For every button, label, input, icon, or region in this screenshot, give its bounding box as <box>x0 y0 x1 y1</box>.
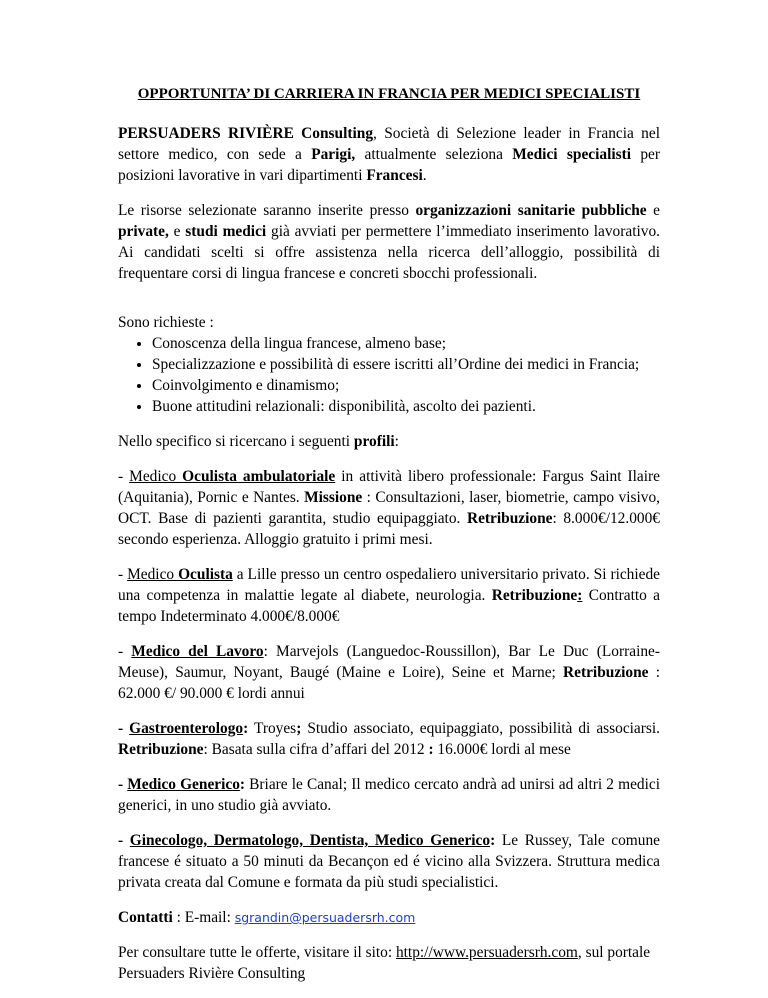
job-role: Oculista <box>178 566 233 583</box>
job-gastroenterologo <box>118 718 660 760</box>
job-role: Gastroenterologo <box>129 720 244 737</box>
job-role: Ginecologo, Dermatologo, Dentista, Medico Generico <box>129 832 491 849</box>
intro-paragraph <box>118 123 660 186</box>
bold-text: : <box>490 832 496 849</box>
requirements-heading: Sono richieste : <box>118 314 214 331</box>
paragraph-text: già avviati per permettere l’immediato inserimento lavorativo. Ai candidati scelti si offre assistenza nella ricerca dell’alloggio, possibilità di frequentare corsi di lingua francese e concreti sbocchi professionali. <box>118 223 661 282</box>
job-text: Studio associato, equipaggiato, possibilità di associarsi. <box>301 720 660 737</box>
bold-text: Missione <box>304 489 363 506</box>
bold-text: Retribuzione <box>466 510 553 527</box>
contact-label: Contatti <box>118 909 173 926</box>
bold-text: organizzazioni sanitarie pubbliche <box>415 202 647 219</box>
job-medico-generico <box>118 774 660 816</box>
organizations-paragraph <box>118 200 660 284</box>
job-role: Medico del Lavoro <box>131 643 264 660</box>
email-link[interactable]: sgrandin@persuadersrh.com <box>234 910 416 925</box>
contact-line <box>118 907 660 928</box>
website-link[interactable]: http://www.persuadersrh.com <box>395 944 578 961</box>
dash: - <box>118 832 130 849</box>
bold-text: : <box>243 720 249 737</box>
bold-text: Retribuzione <box>563 664 649 681</box>
job-text: a Lille presso un centro ospedaliero universitario privato. Si richiede una competenza in malattie legate al diabete, neurologia. <box>118 566 660 604</box>
paragraph-text: : <box>394 433 399 450</box>
job-text: : Marvejols (Languedoc-Roussillon), Bar Le Duc (Lorraine-Meuse), Saumur, Noyant, Baugé (Maine e Loire), Seine et Marne; <box>118 643 661 681</box>
intro-text: per posizioni lavorative in vari dipartimenti <box>118 146 661 184</box>
footer-paragraph <box>118 942 660 984</box>
bold-text: : <box>428 741 434 758</box>
job-le-russey <box>118 830 660 893</box>
paragraph-text: Nello specifico si ricercano i seguenti <box>118 433 354 450</box>
bold-text: studi medici <box>185 223 267 240</box>
requirements-list <box>118 333 660 417</box>
company-name: PERSUADERS RIVIÈRE Consulting <box>118 125 374 142</box>
job-text: Contratto a tempo Indeterminato 4.000€/8.000€ <box>118 587 660 625</box>
job-text: 16.000€ lordi al mese <box>433 741 571 758</box>
document-page <box>118 84 660 998</box>
job-text: Troyes <box>248 720 297 737</box>
list-item: • Buone attitudini relazionali: disponibilità, ascolto dei pazienti. <box>152 396 660 417</box>
job-text: : Consultazioni, laser, biometrie, campo visivo, OCT. Base di pazienti garantita, studio equipaggiato. <box>118 489 660 527</box>
dash: - <box>118 776 128 793</box>
footer-text: , sul portale Persuaders Rivière Consulting <box>118 944 651 982</box>
intro-country: Francesi <box>366 167 423 184</box>
job-medico-del-lavoro <box>118 641 660 704</box>
job-text: Briare le Canal; Il medico cercato andrà ad unirsi ad altri 2 medici generici, in uno studio già avviato. <box>118 776 660 814</box>
spacer <box>118 298 660 312</box>
job-text: : 62.000 €/ 90.000 € lordi annui <box>118 664 661 702</box>
dash: - <box>118 468 130 485</box>
footer-text: Per consultare tutte le offerte, visitare il sito: <box>118 944 396 961</box>
job-role: Medico <box>127 566 179 583</box>
dash: - <box>118 566 128 583</box>
paragraph-text: e <box>168 223 186 240</box>
bold-text: private, <box>118 223 169 240</box>
list-item: • Conoscenza della lingua francese, almeno base; <box>152 333 660 354</box>
profiles-intro <box>118 431 660 452</box>
page-title: OPPORTUNITA’ DI CARRIERA IN FRANCIA PER MEDICI SPECIALISTI <box>137 86 641 102</box>
bold-text: Retribuzione <box>491 587 578 604</box>
dash: - <box>118 720 130 737</box>
bold-text: : <box>577 587 583 604</box>
list-item: • Coinvolgimento e dinamismo; <box>152 375 660 396</box>
dash: - <box>118 643 132 660</box>
contact-text: : E-mail: <box>172 909 235 926</box>
intro-text: , Società di Selezione leader in Francia nel settore medico, con sede a <box>118 125 660 163</box>
job-text: in attività libero professionale: Fargus Saint Ilaire (Aquitania), Pornic e Nantes. <box>118 468 660 506</box>
bold-text: profili <box>353 433 395 450</box>
bold-text: ; <box>296 720 302 737</box>
intro-text: attualmente seleziona <box>355 146 513 163</box>
paragraph-text: Le risorse selezionate saranno inserite presso <box>118 202 416 219</box>
job-oculista <box>118 564 660 627</box>
list-item: • Specializzazione e possibilità di essere iscritti all’Ordine dei medici in Francia; <box>152 354 660 375</box>
paragraph-text: e <box>646 202 660 219</box>
bold-text: : <box>239 776 246 793</box>
intro-city: Parigi, <box>311 146 356 163</box>
job-oculista-ambulatoriale <box>118 466 660 550</box>
intro-role: Medici specialisti <box>512 146 632 163</box>
intro-text: . <box>422 167 427 184</box>
job-text: : 8.000€/12.000€ secondo esperienza. Alloggio gratuito i primi mesi. <box>118 510 660 548</box>
job-role: Medico <box>129 468 183 485</box>
job-role: Oculista ambulatoriale <box>182 468 336 485</box>
job-text: Le Russey, Tale comune francese é situato a 50 minuti da Becançon ed é vicino alla Svizzera. Struttura medica privata creata dal Comune e formata da più studi specialistici. <box>118 832 660 891</box>
bold-text: Retribuzione <box>118 741 204 758</box>
job-role: Medico Generico <box>127 776 240 793</box>
job-text: : Basata sulla cifra d’affari del 2012 <box>203 741 429 758</box>
